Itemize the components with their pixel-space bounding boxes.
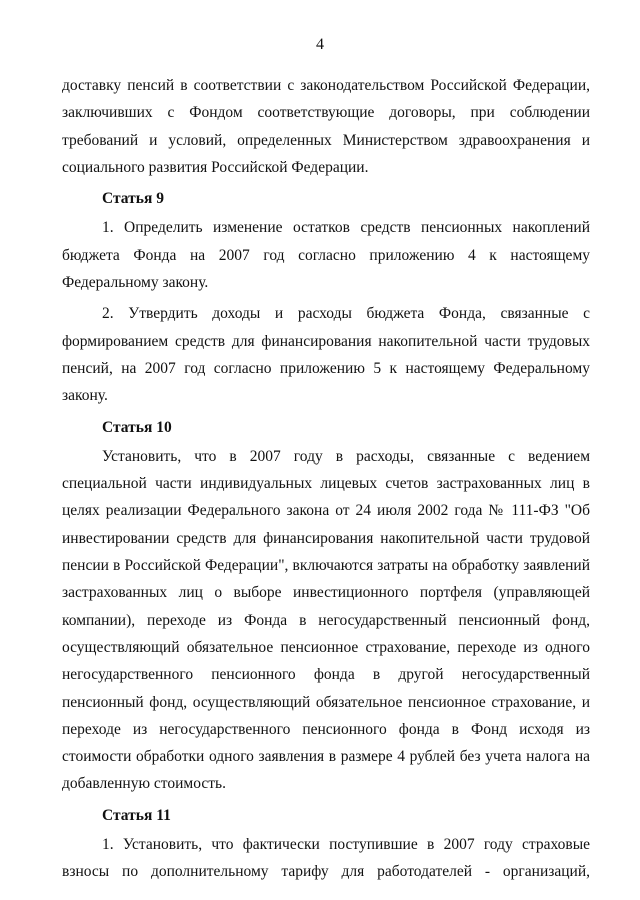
text-line: закону. — [62, 387, 108, 405]
text-line: формированием средств для финансирования накопительной части трудовых — [62, 332, 590, 350]
text-line: переходе из негосударственного пенсионного фонда в Фонд исходя из — [62, 720, 590, 738]
text-line: Федеральному закону. — [62, 274, 209, 292]
text-line: бюджета Фонда на 2007 год согласно приложению 4 к настоящему — [62, 246, 590, 264]
intro-paragraph — [62, 72, 590, 181]
text-line: стоимости обработки одного заявления в размере 4 рублей без учета налога на — [62, 748, 590, 766]
text-line: добавленную стоимость. — [62, 775, 226, 793]
text-line: доставку пенсий в соответствии с законодательством Российской Федерации, — [62, 77, 590, 94]
document-body — [62, 72, 590, 886]
article-10-paragraph-1 — [62, 443, 590, 798]
text-line: пенсии в Российской Федерации", включаются затраты на обработку заявлений — [62, 557, 590, 575]
page-number: 4 — [316, 36, 324, 53]
text-line: Установить, что в 2007 году в расходы, связанные с ведением — [102, 447, 590, 465]
article-11-paragraph-1 — [62, 831, 590, 886]
text-line: заключивших с Фондом соответствующие договоры, при соблюдении — [62, 104, 590, 122]
article-10-heading: Статья 10 — [102, 418, 172, 436]
text-line: компании), переходе из Фонда в негосударственный пенсионный фонд, — [62, 611, 590, 629]
text-line: взносы по дополнительному тарифу для работодателей - организаций, — [62, 863, 590, 881]
text-line: инвестировании средств для финансирования накопительной части трудовой — [62, 529, 590, 547]
text-line: 1. Определить изменение остатков средств пенсионных накоплений — [102, 219, 590, 237]
text-line: требований и условий, определенных Министерством здравоохранения и — [62, 131, 590, 149]
article-9-heading: Статья 9 — [102, 190, 164, 208]
text-line: осуществляющий обязательное пенсионное страхование, переходе из одного — [62, 638, 590, 656]
text-line: пенсионный фонд, осуществляющий обязательное пенсионное страхование, и — [62, 693, 590, 711]
text-line: пенсий, на 2007 год согласно приложению 5 к настоящему Федеральному — [62, 359, 590, 377]
text-line: 2. Утвердить доходы и расходы бюджета Фонда, связанные с — [102, 305, 590, 323]
text-line: 1. Установить, что фактически поступившие в 2007 году страховые — [102, 836, 590, 854]
article-9-paragraph-2 — [62, 300, 590, 409]
article-9-paragraph-1 — [62, 214, 590, 296]
text-line: негосударственного пенсионного фонда в другой негосударственный — [62, 666, 590, 684]
text-line: специальной части индивидуальных лицевых счетов застрахованных лиц в — [62, 475, 590, 493]
text-line: застрахованных лиц о выборе инвестиционного портфеля (управляющей — [62, 584, 590, 602]
text-line: социального развития Российской Федерации. — [62, 158, 369, 176]
article-11-heading: Статья 11 — [102, 806, 171, 824]
text-line: целях реализации Федерального закона от 24 июля 2002 года № 111-ФЗ "Об — [62, 502, 590, 520]
